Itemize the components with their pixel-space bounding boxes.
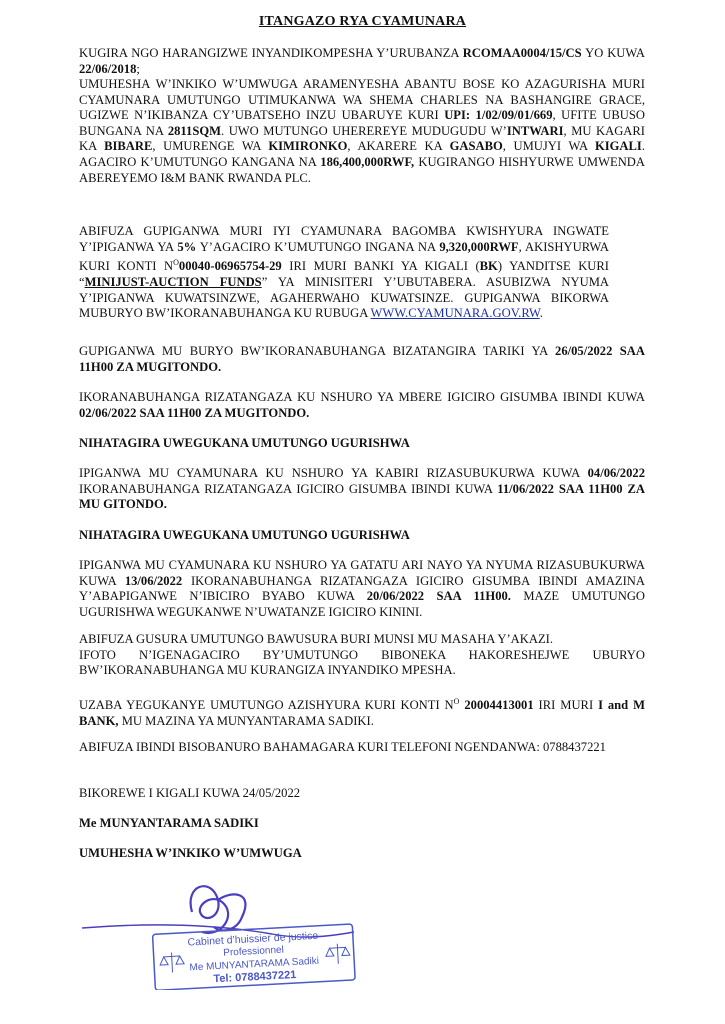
property-value: 186,400,000RWF,	[320, 154, 415, 169]
sector-name: KIMIRONKO	[268, 139, 348, 154]
account-name: MINIJUST-AUCTION FUNDS	[84, 274, 262, 289]
third-round-date: 13/06/2022	[124, 573, 183, 588]
bidding-start-date: 26/05/2022 SAA 11H00 ZA MUGITONDO.	[79, 344, 646, 374]
heading-no-winner-2: NIHATAGIRA UWEGUKANA UMUTUNGO UGURISHWA	[79, 528, 410, 542]
signer-name: Me MUNYANTARAMA SADIKI	[79, 816, 259, 830]
text: Y’AGACIRO K’UMUTUNGO INGANA NA	[196, 239, 440, 254]
village-name: INTWARI	[506, 123, 564, 138]
auction-website-link[interactable]: WWW.CYAMUNARA.GOV.RW	[370, 306, 540, 321]
ordinal-mark: O	[173, 258, 179, 268]
text: KUGIRA NGO HARANGIZWE INYANDIKOMPESHA Y’URUBANZA	[79, 46, 463, 60]
property-area: 2811SQM	[167, 123, 222, 138]
text: ABIFUZA GUPIGANWA MURI IYI CYAMUNARA BAGOMBA KWISHYURA INGWATE Y’IPIGANWA YA	[79, 224, 609, 254]
ordinal-mark: O	[453, 697, 460, 706]
text: UZABA YEGUKANYE UMUTUNGO AZISHYURA KURI KONTI N	[79, 698, 454, 713]
deposit-account-number: 00040-06965754-29	[178, 259, 282, 274]
text: ;	[136, 61, 140, 76]
signer-title: UMUHESHA W’INKIKO W’UMWUGA	[79, 846, 302, 860]
text: . AGACIRO K’UMUTUNGO KANGANA NA	[79, 139, 645, 169]
district-name: GASABO	[449, 139, 503, 154]
text: MAZE UMUTUNGO UGURISHWA WEGUKANWE N’UWATANZE IGICIRO KININI.	[79, 589, 646, 619]
paragraph-bidding-start	[79, 344, 645, 375]
stamp-line-4: Tel: 0788437221	[213, 968, 297, 986]
paragraph-payment	[79, 694, 645, 729]
payment-bank: I and M BANK,	[79, 698, 645, 728]
text: MU MAZINA YA MUNYANTARAMA SADIKI.	[118, 713, 374, 728]
paragraph-contact: ABIFUZA IBINDI BISOBANURO BAHAMAGARA KURI TELEFONI NGENDANWA: 0788437221	[79, 740, 606, 754]
heading-no-winner-1: NIHATAGIRA UWEGUKANA UMUTUNGO UGURISHWA	[79, 436, 410, 450]
text: ” YA MINISITERI Y’UBUTABERA. ASUBIZWA NYUMA Y’IPIGANWA KUWATSINZWE, AGAHERWAHO KUWATSINZE. GUPIGANWA BIKORWA MUBURYO BW’IKORANABUHANGA KU RUBUGA	[79, 274, 609, 321]
paragraph-visits	[79, 632, 645, 679]
second-round-date: 04/06/2022	[587, 466, 645, 480]
text: UMUHESHA W’INKIKO W’UMWUGA ARAMENYESHA ABANTU BOSE KO AZAGURISHA MURI CYAMUNARA UMUTUNGO UTIMUKANWA WA SHEMA CHARLES NA BASHANGIRE GRACE, UGIZWE N’IKIBANZA CY’UBATSEHO INZU UBARUYE KURI	[79, 77, 645, 123]
deposit-amount: 9,320,000RWF	[439, 239, 519, 254]
text: IRI MURI	[533, 698, 599, 713]
text: IPIGANWA MU CYAMUNARA KU NSHURO YA GATATU ARI NAYO YA NYUMA RIZASUBUKURWA KUWA	[79, 558, 645, 588]
final-announcement-date: 20/06/2022 SAA 11H00.	[366, 589, 511, 604]
text: , UFITE UBUSO BUNGANA NA	[79, 108, 645, 138]
text: , UMURENGE WA	[152, 139, 269, 154]
deposit-percent: 5%	[177, 239, 197, 254]
text: , AKISHYURWA KURI KONTI N	[79, 239, 609, 274]
text: ) YANDITSE KURI “	[79, 259, 609, 289]
paragraph-case-reference	[79, 46, 645, 77]
paragraph-bid-deposit	[79, 224, 609, 322]
first-announcement-date: 02/06/2022 SAA 11H00 ZA MUGITONDO.	[79, 405, 310, 420]
stamp-line-3: Me MUNYANTARAMA Sadiki	[189, 955, 320, 974]
paragraph-second-round	[79, 466, 645, 513]
photos-valuation-text: IFOTO N’IGENAGACIRO BY’UMUTUNGO BIBONEKA HAKORESHEJWE UBURYO BW’IKORANABUHANGA MU KURANGIZA INYANDIKO MPESHA.	[79, 647, 645, 678]
text: YO KUWA	[581, 46, 645, 60]
text: , MU KAGARI KA	[79, 123, 645, 154]
city-name: KIGALI	[594, 139, 642, 154]
text: IPIGANWA MU CYAMUNARA KU NSHURO YA KABIRI RIZASUBUKURWA KUWA	[79, 466, 588, 480]
paragraph-place-date: BIKOREWE I KIGALI KUWA 24/05/2022	[79, 786, 301, 800]
text: IKORANABUHANGA RIZATANGAZA KU NSHURO YA MBERE IGICIRO GISUMBA IBINDI KUWA	[79, 390, 645, 404]
text: IKORANABUHANGA RIZATANGAZA IGICIRO GISUMBA IBINDI KUWA	[79, 481, 498, 496]
paragraph-property-description	[79, 77, 645, 186]
text: GUPIGANWA MU BURYO BW’IKORANABUHANGA BIZATANGIRA TARIKI YA	[79, 344, 556, 358]
paragraph-third-round	[79, 558, 645, 620]
text: KUGIRANGO HISHYURWE UMWENDA ABEREYEMO I&M BANK RWANDA PLC.	[79, 154, 645, 185]
stamp-line-1: Cabinet d’huissier de justice	[187, 929, 319, 949]
bank-code: BK	[479, 259, 498, 274]
payment-account-number: 20004413001	[464, 698, 534, 713]
second-announcement-date: 11/06/2022 SAA 11H00 ZA MU GITONDO.	[79, 481, 646, 512]
visit-hours-text: ABIFUZA GUSURA UMUTUNGO BAWUSURA BURI MUNSI MU MASAHA Y’AKAZI.	[79, 632, 553, 646]
text: IKORANABUHANGA RIZATANGAZA IGICIRO GISUMBA IBINDI AMAZINA Y’ABAPIGANWE N’IBICIRO BYABO KUWA	[79, 573, 645, 604]
text: , AKARERE KA	[347, 139, 450, 154]
upi-number: UPI: 1/02/09/01/669	[444, 108, 553, 123]
cell-name: BIBARE	[104, 139, 153, 154]
stamp-line-2: Professionnel	[223, 944, 285, 959]
text: .	[539, 306, 543, 321]
paragraph-first-announcement	[79, 390, 645, 421]
text: . UWO MUTUNGO UHEREREYE MUDUGUDU W’	[221, 123, 507, 138]
signature-stamp	[72, 872, 362, 990]
text: IRI MURI BANKI YA KIGALI (	[281, 259, 480, 274]
notice-title: ITANGAZO RYA CYAMUNARA	[258, 14, 467, 29]
text: , UMUJYI WA	[502, 139, 595, 154]
case-date: 22/06/2018	[79, 61, 137, 76]
case-number: RCOMAA0004/15/CS	[462, 46, 582, 60]
